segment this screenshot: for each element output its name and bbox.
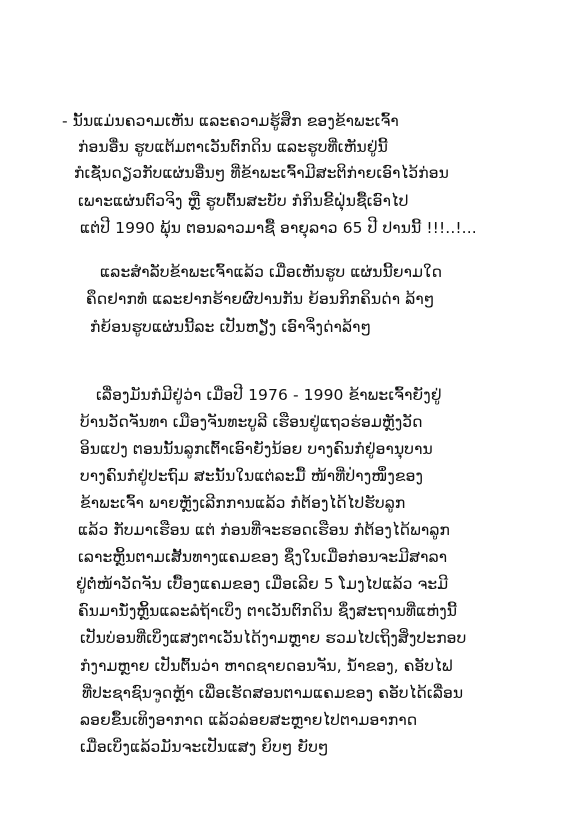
text-line: - ນັ້ນແມ່ນຄວາມເຫັນ ແລະຄວາມຮູ້ສຶກ ຂອງຂ້າພະເຈົ້າ [62,112,399,130]
text-line: ຂ້າພະເຈົ້າ ພາຍຫຼັງເລີກການແລ້ວ ກໍຕ້ອງໄດ້ໄປຮັບລູກ [80,494,406,512]
text-line: ກໍເຊັ່ນດຽວກັບແຜ່ນອື່ນໆ ທີ່ຂ້າພະເຈົ້າມີສະຕິກ່າຍເອົາໄວ້ກ່ອນ [74,164,449,182]
text-line: ບາງຄົນກໍຢູ່ປະຖົມ ສະນັ້ນໃນແຕ່ລະມື້ ໜ້າທີ່ປ່າງໜຶ່ງຂອງ [80,467,424,485]
text-line: ອິນແປງ ຕອນນັ້ນລູກເຕົ້າເອົາຍັງນ້ອຍ ບາງຄົນກໍຢູ່ອານຸບານ [80,440,433,458]
text-line: ເມື່ອເບິ່ງແລ້ວມັນຈະເປັນແສງ ຍິບໆ ຍັບໆ [80,738,329,756]
text-line: ຢູ່ຕໍ່ໜ້າວັດຈັນ ເບື້ອງແຄມຂອງ ເມື່ອເລີຍ 5 ໂມງໄປແລ້ວ ຈະມີ [76,575,449,593]
text-line: ເລື່ອງມັນກໍມີຢູ່ວ່າ ເມື່ອປີ 1976 - 1990 ຂ້າພະເຈົ້າຍັງຢູ່ [96,386,442,404]
text-line: ແຕ່ປີ 1990 ພຸ້ນ ຕອນລາວມາຊື້ ອາຍຸລາວ 65 ປີ ປານນີ້ !!!..!... [80,219,477,237]
text-line: ແລະສຳລັບຂ້າພະເຈົ້າແລ້ວ ເມື່ອເຫັນຮູບ ແຜ່ນນີ້ຍາມໃດ [100,263,443,281]
text-line: ທີ່ປະຊາຊົນຈູດຫຼ້າ ເພື່ອເຮັດສອນຕາມແຄມຂອງ ຄອັບໄດ້ເລື່ອນ [82,684,464,702]
text-line: ເລາະຫຼິ້ນຕາມເສັ້ນທາງແຄມຂອງ ຊຶ່ງໃນເມື່ອກ່ອນຈະມີສາລາ [78,548,448,566]
text-line: ກໍງາມຫຼາຍ ເປັນຕົ້ນວ່າ ຫາດຊາຍດອນຈັນ, ນ້ຳຂອງ, ຄອັບໄຟ [80,657,453,675]
text-line: ຄົນມານັ່ງຫຼິ້ນແລະລໍຖ້າເບິ່ງ ຕາເວັນຕົກດິນ ຊຶ່ງສະຖານທີ່ແຫ່ງນີ້ [78,602,458,620]
text-line: ລອຍຂຶ້ນເທິງອາກາດ ແລ້ວລ່ອຍສະຫຼາຍໄປຕາມອາກາດ [80,711,418,729]
text-line: ແລ້ວ ກັບມາເຮືອນ ແຕ່ ກ່ອນທີ່ຈະຮອດເຮືອນ ກໍຕ້ອງໄດ້ພາລູກ [78,521,451,539]
text-line: ກ່ອນອື່ນ ຮູບແຕ້ມຕາເວັນຕົກດິນ ແລະຮູບທີ່ເຫັນຢູ່ນີ້ [78,138,388,156]
text-line: ເພາະແຜ່ນຕົວຈິງ ຫຼື ຮູບຕົ້ນສະບັບ ກໍກິນຂີ້ຝຸ່ນຊື້ເອົາໄປ [78,192,409,210]
text-line: ເປັນບ່ອນທີ່ເບິ່ງແສງຕາເວັນໄດ້ງາມຫຼາຍ ຮວມໄປເຖິງສິ່ງປະກອບ [80,629,467,647]
text-line: ບ້ານວັດຈັນທາ ເມືອງຈັນທະບູລີ ເຮືອນຢູ່ແຖວຮ່ອມຫຼັງວັດ [80,413,423,431]
text-line: ກໍຍ້ອນຮູບແຜ່ນນີ້ລະ ເປັນຫຽັງ ເອົາຈິ່ງດ່າລ້າໆ [90,318,372,336]
text-line: ຄຶດຢາກທໍ ແລະຢາກຮ້າຍຜົປານກັນ ຍ້ອນກິກຄິນດ່າ ລ້າໆ [86,290,435,308]
